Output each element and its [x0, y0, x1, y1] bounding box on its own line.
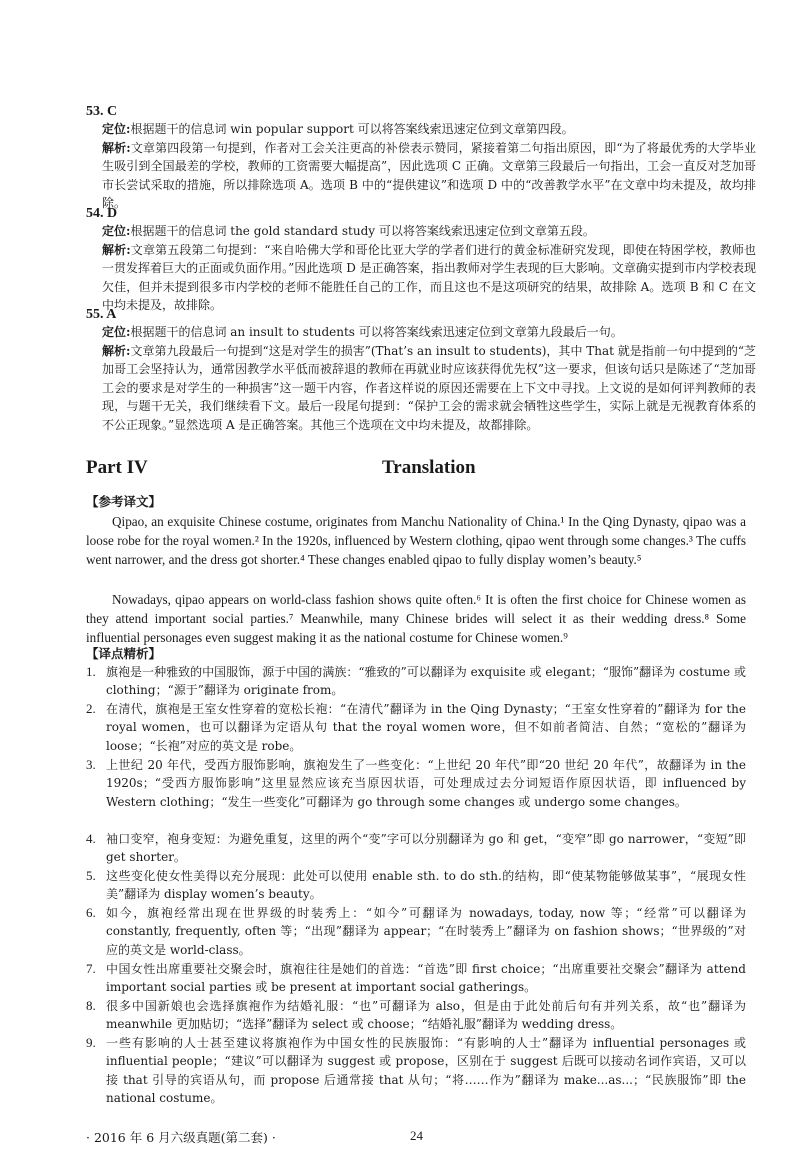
note-item: [86, 904, 746, 959]
note-number: 9.: [86, 1035, 96, 1050]
note-item: [86, 830, 746, 867]
reference-translation-heading: 【参考译文】: [86, 494, 162, 509]
note-number: 1.: [86, 664, 96, 679]
locate-line: [102, 222, 756, 241]
analysis-label: 解析:: [102, 242, 131, 257]
locate-text: 根据题干的信息词 win popular support 可以将答案线索迅速定位到文章第四段。: [130, 122, 574, 136]
part-label: Part IV: [86, 457, 148, 478]
note-text: 中国女性出席重要社交聚会时，旗袍往往是她们的首选：“首选”即 first choice；“出席重要社交聚会”翻译为 attend important social parties 或 be present at important social gatherings。: [106, 962, 746, 995]
analysis-text: 文章第四段第一句提到，作者对工会关注更高的补偿表示赞同，紧接着第二句指出原因，即“为了将最优秀的大学毕业生吸引到全国最差的学校，教师的工资需要大幅提高”，因此选项 C 正确。文章第三段最后一句指出，工会一直反对芝加哥市长尝试采取的措施，所以排除选项 A。选项 B 中的“提供建议”和选项 D 中的“改善教学水平”在文章中均未提及，故均排除。: [102, 140, 757, 211]
locate-label: 定位:: [102, 122, 131, 136]
note-text: 很多中国新娘也会选择旗袍作为结婚礼服：“也”可翻译为 also，但是由于此处前后句有并列关系，故“也”翻译为 meanwhile 更加贴切；“选择”翻译为 select 或 choose；“结婚礼服”翻译为 wedding dress。: [106, 999, 746, 1032]
analysis-text: 文章第九段最后一句提到“这是对学生的损害”(That’s an insult to students)，其中 That 就是指前一句中提到的“芝加哥工会坚持认为，通常因教学水平低而被辞退的教师在再就业时应该获得优先权”这一要求，但该句话只是陈述了“芝加哥工会的要求是对学生的一种损害”这一题干内容，作者这样说的原因还需要在上下文中寻找。上文说的是如何评判教师的表现，与题干无关，我们继续看下文。最后一段尾句提到：“保护工会的需求就会牺牲这些学生，实际上就是无视教育体系的不公正现象。”显然选项 A 是正确答案。其他三个选项在文中均未提及，故都排除。: [102, 343, 756, 432]
question-number: 55. A: [86, 307, 117, 322]
note-number: 7.: [86, 961, 96, 976]
locate-line: [102, 120, 756, 139]
note-text: 在清代，旗袍是王室女性穿着的宽松长袍：“在清代”翻译为 in the Qing Dynasty；“王室女性穿着的”翻译为 for the royal women，也可以翻译为定语从句 that the royal women wore，但不如前者简洁、自然；“宽松的”翻译为 loose；“长袍”对应的英文是 robe。: [106, 702, 746, 753]
question-53: [86, 104, 756, 213]
note-text: 这些变化使女性美得以充分展现：此处可以使用 enable sth. to do sth.的结构，即“使某物能够做某事”，“展现女性美”翻译为 display women’s beauty。: [106, 869, 746, 902]
note-item: [86, 756, 746, 811]
analysis-line: [102, 342, 756, 435]
analysis-line: [102, 139, 756, 213]
notes-heading: 【译点精析】: [86, 646, 162, 661]
question-number: 54. D: [86, 206, 118, 221]
locate-label: 定位:: [102, 224, 131, 238]
note-number: 2.: [86, 701, 96, 716]
note-text: 旗袍是一种雅致的中国服饰，源于中国的满族：“雅致的”可以翻译为 exquisite 或 elegant；“服饰”翻译为 costume 或 clothing；“源于”翻译为 originate from。: [106, 665, 746, 698]
note-number: 4.: [86, 831, 96, 846]
note-text: 如今，旗袍经常出现在世界级的时装秀上：“如今”可翻译为 nowadays, today, now 等；“经常”可以翻译为 constantly, frequently, often 等；“出现”翻译为 appear；“在时装秀上”翻译为 on fashion shows；“世界级的”对应的英文是 world-class。: [106, 906, 746, 957]
footer-source: · 2016 年 6 月六级真题(第二套) ·: [86, 1130, 276, 1145]
note-item: [86, 700, 746, 755]
page-number: 24: [410, 1128, 423, 1143]
analysis-line: [102, 241, 756, 315]
note-text: 袖口变窄，袍身变短：为避免重复，这里的两个“变”字可以分别翻译为 go 和 get，“变窄”即 go narrower，“变短”即 get shorter。: [106, 832, 746, 865]
note-item: [86, 663, 746, 700]
note-number: 8.: [86, 998, 96, 1013]
question-54: [86, 206, 756, 315]
locate-line: [102, 323, 756, 342]
note-number: 5.: [86, 868, 96, 883]
question-number: 53. C: [86, 104, 118, 119]
note-item: [86, 960, 746, 997]
analysis-label: 解析:: [102, 140, 131, 155]
note-item: [86, 997, 746, 1034]
section-title: Translation: [382, 457, 476, 478]
analysis-text: 文章第五段第二句提到：“来自哈佛大学和哥伦比亚大学的学者们进行的黄金标准研究发现，即使在特困学校，教师也一贯发挥着巨大的正面或负面作用。”因此选项 D 是正确答案，指出教师对学生表现的巨大影响。文章确实提到市内学校表现欠佳，但并未提到很多市内学校的老师不能胜任自己的工作，而且这也不是这项研究的结果，故排除 A。选项 B 和 C 在文中均未提及，故排除。: [102, 242, 757, 313]
note-text: 上世纪 20 年代，受西方服饰影响，旗袍发生了一些变化：“上世纪 20 年代”即“20 世纪 20 年代”，故翻译为 in the 1920s；“受西方服饰影响”这里显然应该充当原因状语，可处理成过去分词短语作原因状语，即 influenced by Western clothing；“发生一些变化”可翻译为 go through some changes 或 undergo some changes。: [106, 758, 746, 809]
note-item: [86, 867, 746, 904]
locate-text: 根据题干的信息词 the gold standard study 可以将答案线索迅速定位到文章第五段。: [130, 224, 595, 238]
question-55: [86, 307, 756, 435]
locate-text: 根据题干的信息词 an insult to students 可以将答案线索迅速定位到文章第九段最后一句。: [130, 325, 623, 339]
translation-paragraph: Nowadays, qipao appears on world-class fashion shows quite often.⁶ It is often the first choice for Chinese women as they attend important social parties.⁷ Meanwhile, many Chinese brides will select it as their wedding dress.⁸ Some influential personages even suggest making it as the national costume for Chinese women.⁹: [86, 592, 746, 645]
locate-label: 定位:: [102, 325, 131, 339]
translation-paragraph: Qipao, an exquisite Chinese costume, originates from Manchu Nationality of China.¹ In the Qing Dynasty, qipao was a loose robe for the royal women.² In the 1920s, influenced by Western clothing, qipao went through some changes.³ The cuffs went narrower, and the dress got shorter.⁴ These changes enabled qipao to fully display women’s beauty.⁵: [86, 514, 746, 567]
note-number: 3.: [86, 757, 96, 772]
note-item: [86, 1034, 746, 1108]
note-text: 一些有影响的人士甚至建议将旗袍作为中国女性的民族服饰：“有影响的人士”翻译为 influential personages 或 influential people；“建议”可以翻译为 suggest 或 propose，区别在于 suggest 后既可以接动名词作宾语，又可以接 that 引导的宾语从句，而 propose 后通常接 that 从句；“将……作为”翻译为 make...as...；“民族服饰”即 the national costume。: [106, 1036, 746, 1106]
note-number: 6.: [86, 905, 96, 920]
analysis-label: 解析:: [102, 343, 131, 358]
